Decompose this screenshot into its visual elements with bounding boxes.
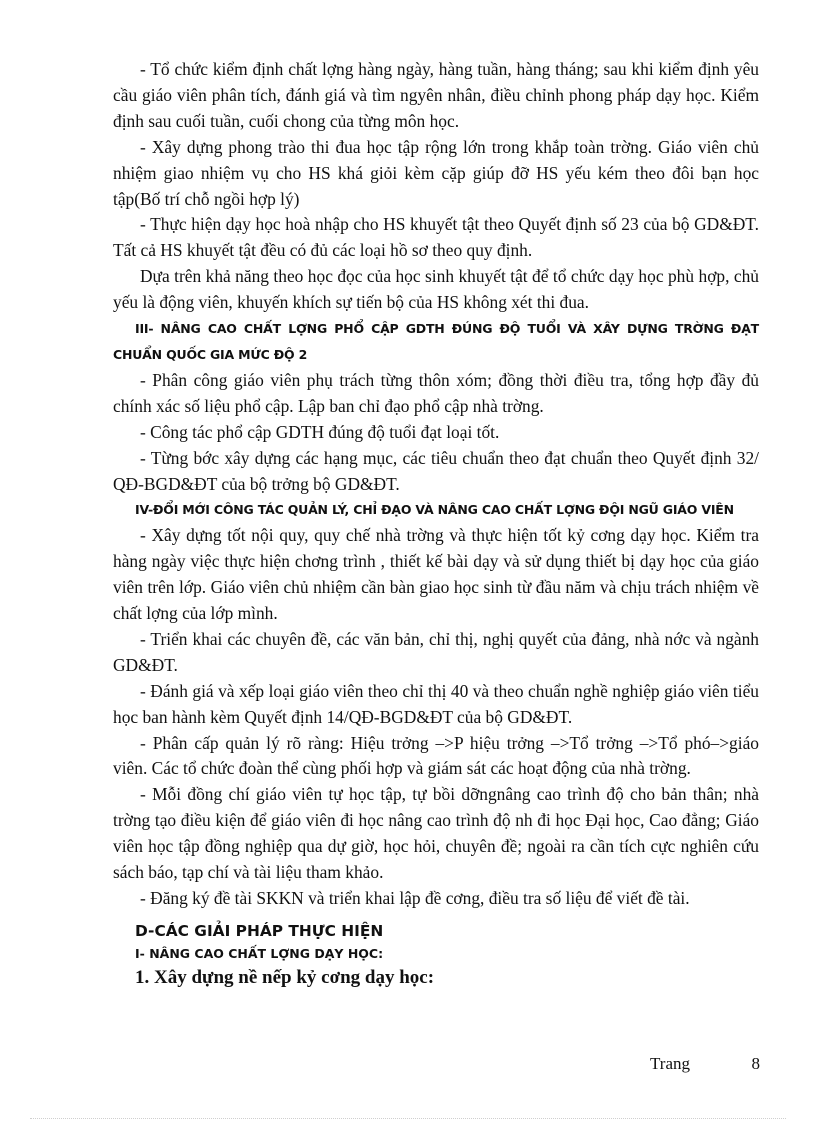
page-bottom-divider (30, 1118, 786, 1119)
paragraph: - Phân cấp quản lý rõ ràng: Hiệu trởng –>P hiệu trởng –>Tổ trởng –>Tổ phó–>giáo viên. Các tổ chức đoàn thể cùng phối hợp và giám sát các hoạt động của nhà trờng. (113, 732, 759, 779)
paragraph: - Xây dựng phong trào thi đua học tập rộng lớn trong khắp toàn trờng. Giáo viên chủ nhiệm giao nhiệm vụ cho HS khá giỏi kèm cặp giúp đỡ HS yếu kém theo đôi bạn học tập(Bố trí chỗ ngồi hợp lý) (113, 136, 759, 209)
paragraph: - Tổ chức kiểm định chất lợng hàng ngày, hàng tuần, hàng tháng; sau khi kiểm định yêu cầu giáo viên phân tích, đánh giá và tìm ngyên nhân, điều chỉnh phong pháp dạy học. Kiểm định sau cuối tuần, cuối chong của từng môn học. (113, 59, 759, 131)
section-heading-d: D-CÁC GIẢI PHÁP THỰC HIỆN (135, 921, 384, 940)
paragraph: - Phân công giáo viên phụ trách từng thôn xóm; đồng thời điều tra, tổng hợp đầy đủ chính xác số liệu phổ cập. Lập ban chỉ đạo phổ cập nhà trờng. (113, 369, 759, 416)
paragraph: - Đăng ký đề tài SKKN và triển khai lập đề cơng, điều tra số liệu để viết đề tài. (140, 888, 690, 908)
subsection-heading-i: I- NÂNG CAO CHẤT LỢNG DẠY HỌC: (135, 945, 384, 961)
subsection-heading-1: 1. Xây dựng nề nếp kỷ cơng dạy học: (135, 966, 435, 988)
paragraph: - Từng bớc xây dựng các hạng mục, các tiêu chuẩn theo đạt chuẩn theo Quyết định 32/ QĐ-BGD&ĐT của bộ trởng bộ GD&ĐT. (113, 447, 759, 494)
page-label: Trang (650, 1054, 690, 1073)
paragraph: - Xây dựng tốt nội quy, quy chế nhà trờng và thực hiện tốt kỷ cơng dạy học. Kiểm tra hàng ngày việc thực hiện chơng trình , thiết kế bài dạy và sử dụng thiết bị dạy học của giáo viên trên lớp. Giáo viên chủ nhiệm cần bàn giao học sinh từ đầu năm và chịu trách nhiệm về chất lợng của lớp mình. (113, 525, 759, 624)
page-footer (650, 1054, 760, 1074)
section-heading-iii: III- NÂNG CAO CHẤT LỢNG PHỔ CẬP GDTH ĐÚNG ĐỘ TUỔI VÀ XÂY DỰNG TRỜNG ĐẠT CHUẨN QUỐC GIA MỨC ĐỘ 2 (113, 321, 759, 362)
section-heading-iv: IV-ĐỔI MỚI CÔNG TÁC QUẢN LÝ, CHỈ ĐẠO VÀ NÂNG CAO CHẤT LỢNG ĐỘI NGŨ GIÁO VIÊN (135, 502, 734, 518)
paragraph: Dựa trên khả năng theo học đọc của học sinh khuyết tật để tổ chức dạy học phù hợp, chủ yếu là động viên, khuyến khích sự tiến bộ của HS không xét thi đua. (113, 266, 759, 313)
document-page (113, 57, 759, 992)
paragraph: - Đánh giá và xếp loại giáo viên theo chỉ thị 40 và theo chuẩn nghề nghiệp giáo viên tiểu học ban hành kèm Quyết định 14/QĐ-BGD&ĐT của bộ GD&ĐT. (113, 680, 759, 727)
paragraph: - Triển khai các chuyên đề, các văn bản, chỉ thị, nghị quyết của đảng, nhà nớc và ngành GD&ĐT. (113, 628, 759, 675)
paragraph: - Công tác phổ cập GDTH đúng độ tuổi đạt loại tốt. (140, 421, 500, 442)
paragraph: - Thực hiện dạy học hoà nhập cho HS khuyết tật theo Quyết định số 23 của bộ GD&ĐT. Tất cả HS khuyết tật đều có đủ các loại hồ sơ theo quy định. (113, 214, 759, 261)
page-number: 8 (751, 1054, 760, 1073)
paragraph: - Mỗi đồng chí giáo viên tự học tập, tự bồi dỡngnâng cao trình độ cho bản thân; nhà trờng tạo điều kiện để giáo viên đi học nâng cao trình độ nh đi học Đại học, Cao đẳng; Giáo viên học tập đồng nghiệp qua dự giờ, học hỏi, chuyên đề; ngoài ra cần tích cực nghiên cứu sách báo, tạp chí và tài liệu tham khảo. (113, 784, 759, 883)
